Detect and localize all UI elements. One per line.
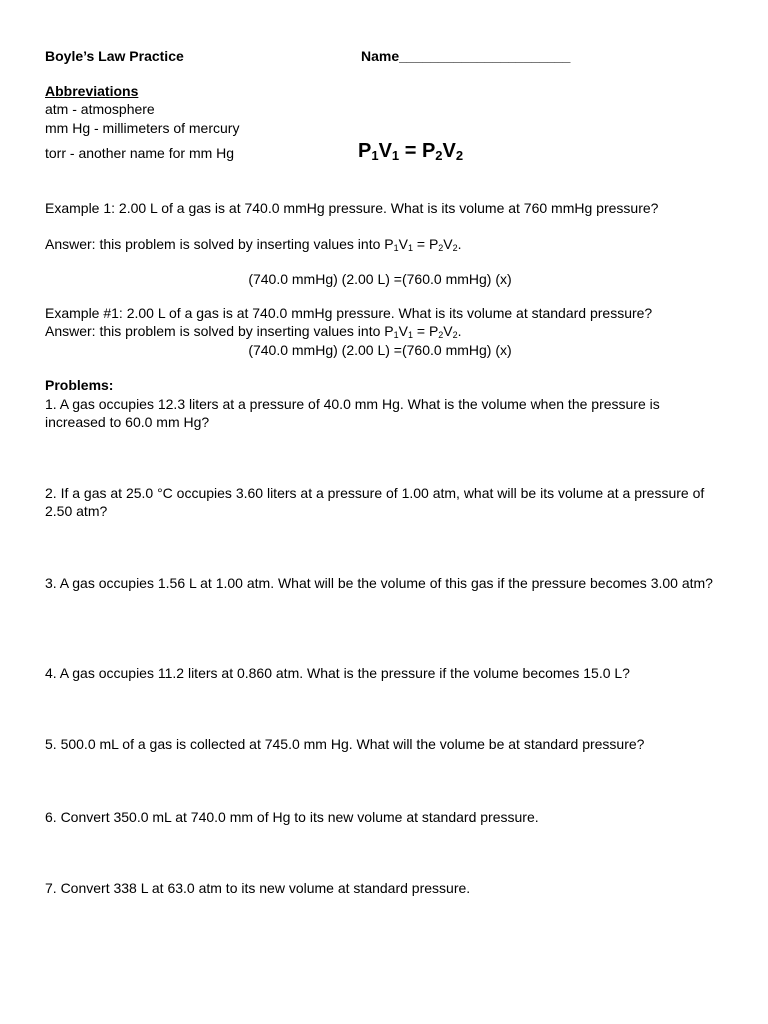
problem-5: 5. 500.0 mL of a gas is collected at 745.0 mm Hg. What will the volume be at standard pressure?	[45, 736, 645, 752]
problem-7: 7. Convert 338 L at 63.0 atm to its new volume at standard pressure.	[45, 880, 471, 896]
abbreviation-atm: atm - atmosphere	[45, 101, 155, 117]
problem-1: 1. A gas occupies 12.3 liters at a pressure of 40.0 mm Hg. What is the volume when the pressure is increased to 60.0 mm Hg?	[45, 396, 660, 430]
problems-heading: Problems:	[45, 377, 114, 393]
problem-3: 3. A gas occupies 1.56 L at 1.00 atm. What will be the volume of this gas if the pressure becomes 3.00 atm?	[45, 575, 713, 591]
worksheet-title: Boyle’s Law Practice	[45, 48, 184, 64]
problem-6: 6. Convert 350.0 mL at 740.0 mm of Hg to its new volume at standard pressure.	[45, 809, 539, 825]
boyles-law-formula: $P_1V_1 = P_2V_2$	[358, 140, 464, 163]
example-1-answer: Answer: this problem is solved by inserting values into $P_1V_1 = P_2V_2$.	[45, 236, 462, 253]
abbreviation-mmhg: mm Hg - millimeters of mercury	[45, 120, 240, 136]
problem-4: 4. A gas occupies 11.2 liters at 0.860 atm. What is the pressure if the volume becomes 15.0 L?	[45, 665, 630, 681]
example-1-setup: (740.0 mmHg) (2.00 L) =(760.0 mmHg) (x)	[248, 271, 512, 287]
example-2-setup: (740.0 mmHg) (2.00 L) =(760.0 mmHg) (x)	[248, 342, 512, 358]
example-2-question: Example #1: 2.00 L of a gas is at 740.0 mmHg pressure. What is its volume at standard pressure?	[45, 305, 653, 321]
name-field-label: Name______________________	[361, 48, 571, 64]
example-1-question: Example 1: 2.00 L of a gas is at 740.0 mmHg pressure. What is its volume at 760 mmHg pressure?	[45, 200, 659, 216]
example-2-answer: Answer: this problem is solved by inserting values into $P_1V_1 = P_2V_2$.	[45, 323, 462, 340]
problem-2: 2. If a gas at 25.0 °C occupies 3.60 liters at a pressure of 1.00 atm, what will be its volume at a pressure of 2.50 atm?	[45, 485, 705, 519]
abbreviation-torr: torr - another name for mm Hg	[45, 145, 235, 161]
abbreviations-heading: Abbreviations	[45, 83, 139, 99]
